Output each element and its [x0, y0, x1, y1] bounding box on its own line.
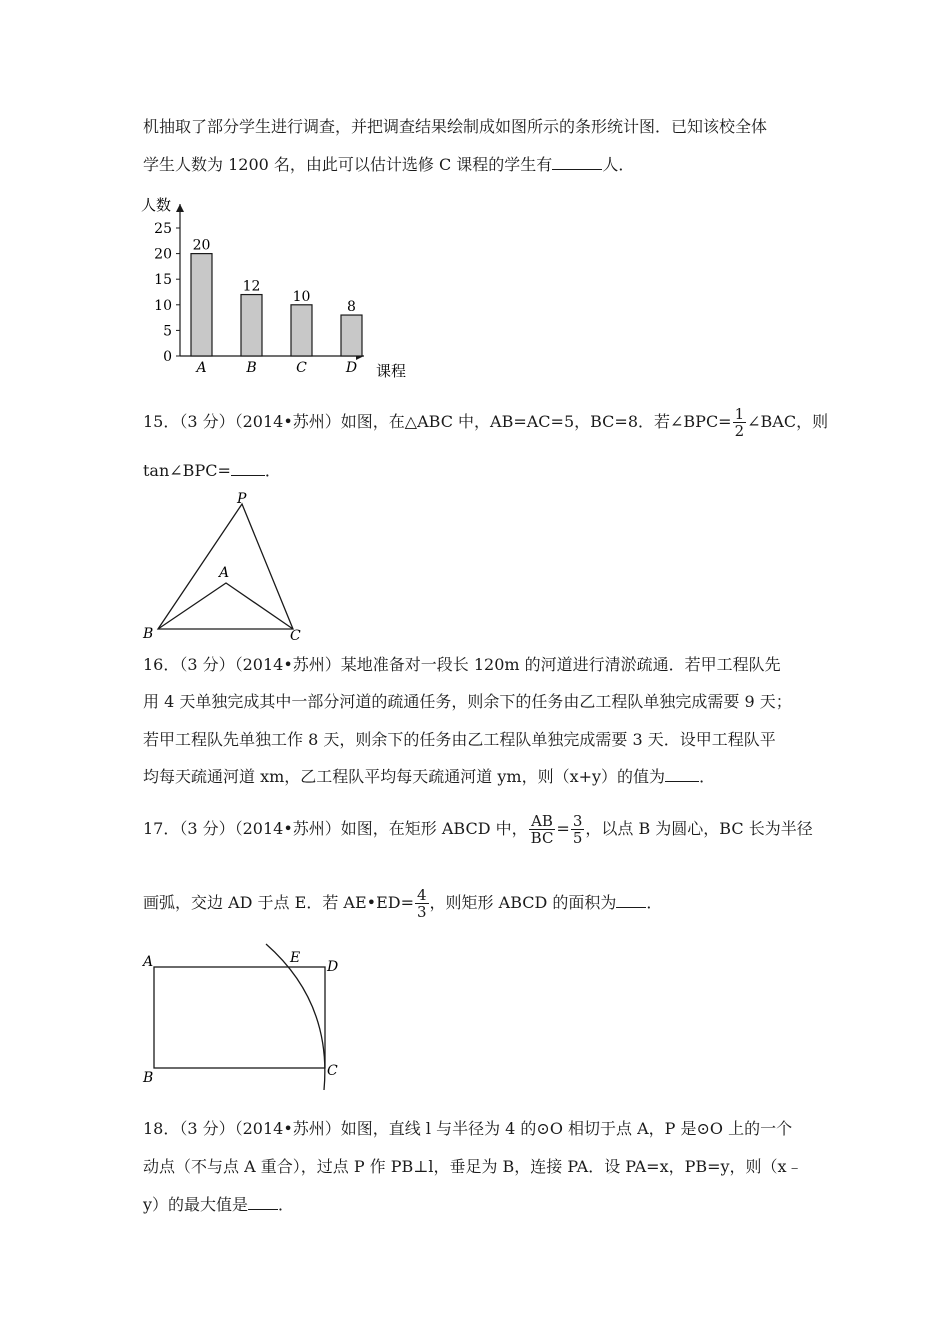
q15-line-2	[143, 461, 281, 481]
category-label: B	[246, 360, 257, 376]
fraction-ab-bc	[529, 813, 556, 846]
y-tick-label: 15	[154, 272, 172, 289]
q16-line-3: 若甲工程队先单独工作 8 天，则余下的任务由乙工程队单独完成需要 3 天．设甲工程队平	[143, 730, 776, 749]
q18-line-3-text: y）的最大值是	[143, 1195, 249, 1214]
answer-blank	[552, 155, 602, 170]
answer-blank	[616, 893, 646, 908]
q16-line-4-end: ．	[699, 767, 716, 786]
q18-line-3-end: ．	[278, 1195, 295, 1214]
point-d-label: D	[327, 959, 339, 975]
q17-line-2-text: 画弧，交边 AD 于点 E．若 AE•ED=	[143, 893, 414, 912]
x-axis-label: 课程	[376, 362, 407, 380]
q17-line-2-end: ．	[646, 893, 663, 912]
q18-line-1: 18．（3 分）（2014•苏州）如图，直线 l 与半径为 4 的⊙O 相切于点 A，P 是⊙O 上的一个	[143, 1119, 793, 1138]
q16-line-1: 16．（3 分）（2014•苏州）某地准备对一段长 120m 的河道进行清淤疏通．若甲工程队先	[143, 655, 781, 674]
fraction-numerator: AB	[529, 813, 556, 830]
q14-line-2	[143, 155, 634, 175]
point-c-label: C	[290, 628, 301, 644]
answer-blank	[248, 1195, 278, 1210]
fraction-denominator: 5	[572, 829, 583, 847]
q15-line-1-text: 15．（3 分）（2014•苏州）如图，在△ABC 中，AB=AC=5，BC=8．若∠BPC=	[143, 412, 732, 431]
bar-chart	[138, 190, 418, 385]
bar-d	[341, 315, 362, 356]
fraction-numerator: 3	[572, 812, 583, 830]
q17-line-1-end: ，以点 B 为圆心，BC 长为半径	[585, 819, 813, 838]
q16-line-4	[143, 767, 715, 787]
q14-line-2-end: 人．	[602, 155, 635, 174]
fraction-numerator: 4	[417, 886, 427, 904]
q15-line-1-end: ∠BAC，则	[747, 412, 829, 431]
bar-b	[241, 295, 262, 356]
q17-line-2-mid: ，则矩形 ABCD 的面积为	[429, 893, 617, 912]
point-b-label: B	[143, 626, 154, 642]
category-label: A	[196, 360, 207, 376]
q14-line-2-text: 学生人数为 1200 名，由此可以估计选修 C 课程的学生有	[143, 155, 553, 174]
answer-blank	[665, 767, 699, 782]
point-b-label: B	[143, 1070, 154, 1086]
fraction-one-half	[733, 406, 747, 439]
rectangle-figure	[138, 940, 348, 1090]
answer-blank	[231, 461, 265, 476]
fraction-denominator: 2	[734, 422, 745, 440]
y-tick-label: 20	[154, 246, 172, 263]
q17-line-1	[143, 813, 813, 846]
point-e-label: E	[290, 950, 301, 966]
data-label: 12	[242, 278, 261, 295]
q14-line-1: 机抽取了部分学生进行调查，并把调查结果绘制成如图所示的条形统计图．已知该校全体	[143, 117, 768, 136]
data-label: 8	[347, 299, 356, 316]
q15-line-1	[143, 406, 828, 439]
q18-line-3	[143, 1195, 294, 1215]
fraction-three-fifths	[571, 813, 585, 846]
bar-c	[291, 305, 312, 356]
point-a-label: A	[219, 565, 230, 581]
data-label: 20	[192, 237, 211, 254]
q15-line-2-end: ．	[264, 461, 281, 480]
q16-line-4-text: 均每天疏通河道 xm，乙工程队平均每天疏通河道 ym，则（x+y）的值为	[143, 767, 666, 786]
q15-line-2-text: tan∠BPC=	[143, 461, 231, 480]
triangle-abc	[158, 583, 293, 629]
q17-line-1-text: 17．（3 分）（2014•苏州）如图，在矩形 ABCD 中，	[143, 819, 528, 838]
y-tick-label: 5	[163, 323, 172, 340]
data-label: 10	[292, 288, 311, 305]
equals-sign: =	[556, 819, 570, 838]
category-label: D	[345, 360, 358, 376]
q18-line-2: 动点（不与点 A 重合），过点 P 作 PB⊥l，垂足为 B，连接 PA．设 PA=x，PB=y，则（x﹣	[143, 1157, 803, 1176]
category-label: C	[296, 360, 307, 376]
chart-layer	[141, 196, 406, 380]
fraction-denominator: BC	[530, 829, 554, 847]
point-c-label: C	[327, 1063, 338, 1079]
y-axis-label: 人数	[141, 196, 172, 214]
triangle-figure	[140, 488, 310, 644]
fraction-numerator: 1	[734, 405, 745, 423]
point-a-label: A	[143, 954, 154, 970]
y-tick-label: 0	[163, 349, 172, 365]
bar-a	[191, 254, 212, 356]
fraction-four-thirds	[415, 887, 429, 920]
q16-line-2: 用 4 天单独完成其中一部分河道的疏通任务，则余下的任务由乙工程队单独完成需要 9 天；	[143, 692, 792, 711]
fraction-denominator: 3	[417, 903, 427, 921]
y-axis-arrow	[176, 204, 184, 212]
point-p-label: P	[237, 491, 247, 507]
q17-line-2	[143, 887, 662, 920]
y-tick-label: 25	[154, 221, 172, 237]
y-tick-label: 10	[154, 297, 172, 314]
